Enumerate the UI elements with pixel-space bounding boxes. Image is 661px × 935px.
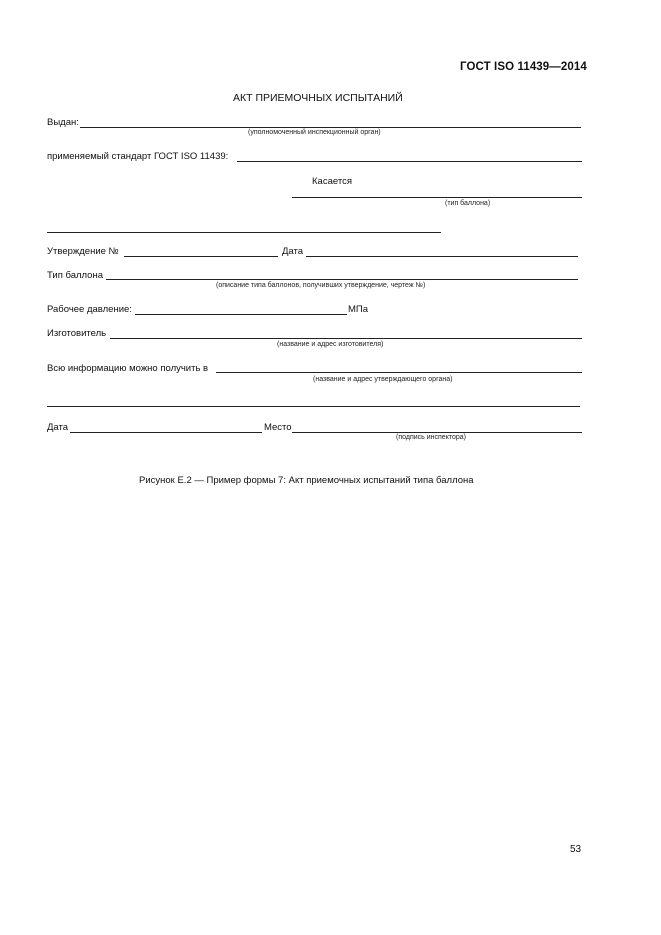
approval-label: Утверждение № — [47, 246, 119, 257]
type-field-line[interactable] — [106, 279, 578, 280]
issued-label: Выдан: — [47, 117, 79, 128]
signature-caption: (подпись инспектора) — [396, 434, 466, 441]
approval-number-field-line[interactable] — [124, 256, 278, 257]
standard-label: применяемый стандарт ГОСТ ISO 11439: — [47, 151, 229, 162]
page-number: 53 — [570, 844, 582, 855]
cylinder-type-field-line[interactable] — [292, 197, 582, 198]
manufacturer-caption: (название и адрес изготовителя) — [277, 341, 384, 348]
blank-field-line[interactable] — [47, 232, 441, 233]
place-field-line[interactable] — [292, 432, 582, 433]
info-field-line[interactable] — [216, 372, 582, 373]
type-caption: (описание типа баллонов, получивших утверждение, чертеж №) — [216, 282, 426, 289]
issued-field-line[interactable] — [80, 127, 581, 128]
document-id: ГОСТ ISO 11439—2014 — [460, 61, 587, 73]
place-label: Место — [264, 422, 292, 433]
concerns-label: Касается — [312, 176, 352, 187]
date-label: Дата — [282, 246, 304, 257]
cylinder-type-caption: (тип баллона) — [445, 200, 491, 207]
pressure-field-line[interactable] — [135, 314, 347, 315]
form-title: АКТ ПРИЕМОЧНЫХ ИСПЫТАНИЙ — [233, 92, 403, 104]
info-caption: (название и адрес утверждающего органа) — [313, 376, 453, 383]
manufacturer-label: Изготовитель — [47, 328, 107, 339]
info-extra-field-line[interactable] — [47, 406, 580, 407]
manufacturer-field-line[interactable] — [110, 338, 582, 339]
type-label: Тип баллона — [47, 270, 103, 281]
issued-caption: (уполномоченный инспекционный орган) — [248, 129, 381, 136]
pressure-unit: МПа — [348, 304, 369, 315]
standard-field-line[interactable] — [237, 161, 582, 162]
sign-date-field-line[interactable] — [70, 432, 262, 433]
sign-date-label: Дата — [47, 422, 69, 433]
date-field-line[interactable] — [306, 256, 578, 257]
pressure-label: Рабочее давление: — [47, 304, 132, 315]
figure-caption: Рисунок Е.2 — Пример формы 7: Акт приемочных испытаний типа баллона — [139, 475, 474, 486]
info-label: Всю информацию можно получить в — [47, 363, 209, 374]
